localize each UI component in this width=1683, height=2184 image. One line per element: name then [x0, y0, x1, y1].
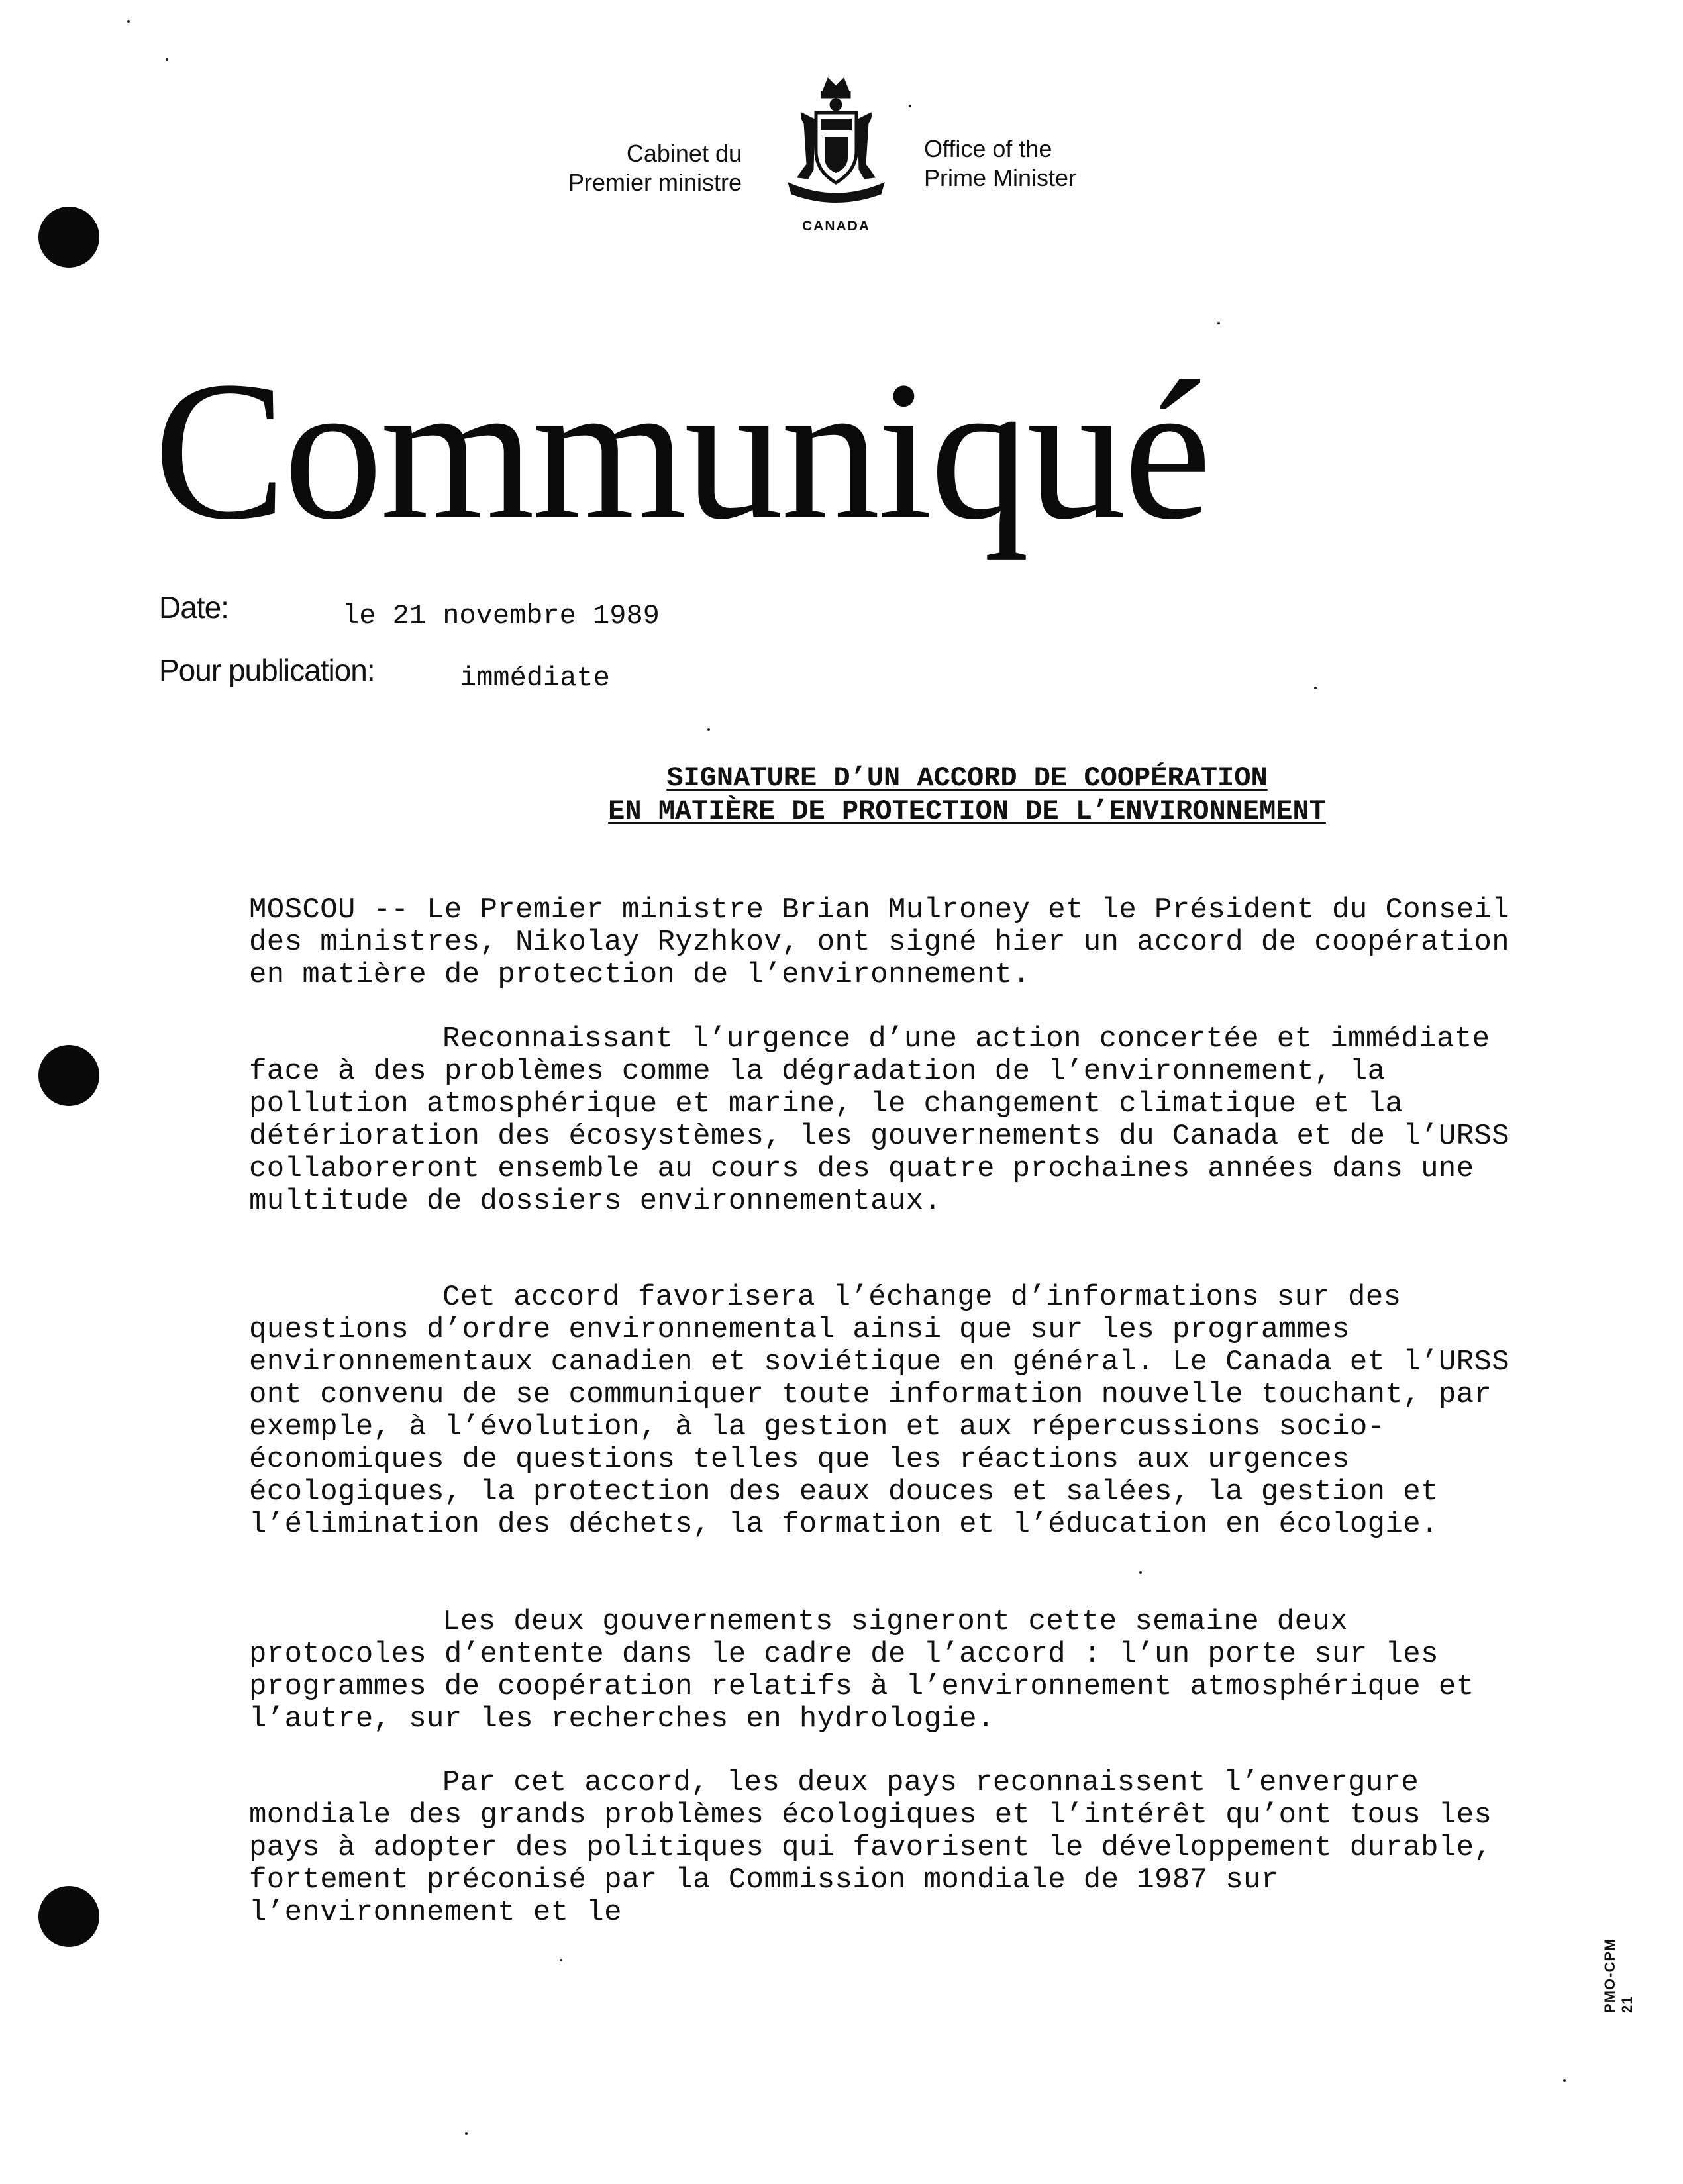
office-en-line2: Prime Minister — [924, 164, 1077, 191]
scan-speck — [1563, 2079, 1566, 2082]
binder-hole-bottom — [38, 1886, 99, 1947]
paragraph-5: Par cet accord, les deux pays reconnaissent l’envergure mondiale des grands problèmes écologiques et l’intérêt qu’ont tous les pays à adopter des politiques qui favorisent le développement durable, fortement préconisé par la Commission mondiale de 1987 sur l’environnement et le — [249, 1766, 1492, 1929]
country-label: CANADA — [802, 219, 870, 234]
scan-speck — [909, 105, 911, 107]
date-label: Date: — [159, 590, 229, 624]
form-code: PMO-CPM 21 — [1602, 1938, 1635, 2013]
release-heading-line2: EN MATIÈRE DE PROTECTION DE L’ENVIRONNEMENT — [608, 795, 1326, 827]
scan-speck — [127, 20, 130, 23]
scan-speck — [166, 58, 168, 61]
scan-speck — [465, 2132, 468, 2135]
scan-speck — [1139, 1571, 1142, 1574]
scan-speck — [560, 1959, 562, 1961]
office-en-line1: Office of the — [924, 135, 1052, 162]
publication-value: immédiate — [460, 662, 610, 694]
binder-hole-top — [38, 207, 99, 268]
scan-speck — [1217, 322, 1220, 324]
scan-speck — [1314, 687, 1317, 689]
binder-hole-middle — [38, 1045, 99, 1106]
document-title: Communiqué — [154, 340, 1209, 560]
paragraph-4: Les deux gouvernements signeront cette semaine deux protocoles d’entente dans le cadre de l’accord : l’un porte sur les programmes de coopération relatifs à l’environnement atmosphérique et l’autre, sur les recherches en hydrologie. — [249, 1605, 1474, 1736]
office-name-french — [464, 139, 742, 197]
paragraph-2: Reconnaissant l’urgence d’une action concertée et immédiate face à des problèmes comme la dégradation de l’environnement, la pollution atmosphérique et marine, le changement climatique et la détérioration des écosystèmes, les gouvernements du Canada et de l’URSS collaboreront ensemble au cours des quatre prochaines années dans une multitude de dossiers environnementaux. — [249, 1022, 1510, 1218]
publication-label: Pour publication: — [159, 653, 375, 687]
paragraph-3: Cet accord favorisera l’échange d’informations sur des questions d’ordre environnemental ainsi que sur les programmes environnementaux canadien et soviétique en général. Le Canada et l’URSS ont convenu de se communiquer toute information nouvelle touchant, par exemple, à l’évolution, à la gestion et aux répercussions socio-économiques de questions telles que les réactions aux urgences écologiques, la protection des eaux douces et salées, la gestion et l’élimination des déchets, la formation et l’éducation en écologie. — [249, 1281, 1510, 1541]
paragraph-1: MOSCOU -- Le Premier ministre Brian Mulroney et le Président du Conseil des ministres, Nikolay Ryzhkov, ont signé hier un accord de coopération en matière de protection de l’environnement. — [249, 893, 1510, 991]
office-fr-line1: Cabinet du — [626, 140, 742, 167]
release-heading-line1: SIGNATURE D’UN ACCORD DE COOPÉRATION — [666, 762, 1268, 794]
coat-of-arms-icon — [782, 72, 891, 204]
scan-speck — [707, 728, 710, 731]
release-heading — [397, 762, 1537, 828]
office-fr-line2: Premier ministre — [568, 169, 742, 196]
office-name-english — [924, 134, 1202, 193]
date-value: le 21 novembre 1989 — [342, 600, 660, 632]
